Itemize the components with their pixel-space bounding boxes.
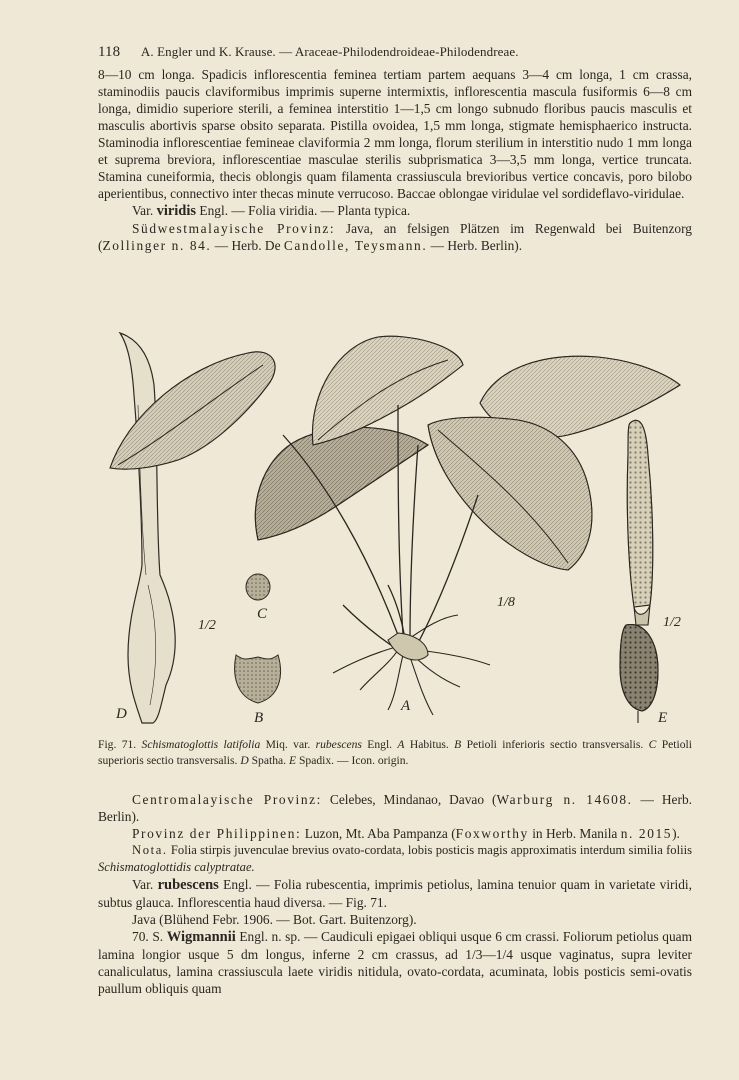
- scale-label-d: 1/2: [198, 618, 216, 633]
- figure-label-b: B: [254, 710, 264, 726]
- caption-prefix: Fig. 71.: [98, 738, 137, 751]
- caption-c-text: Petioli superioris sectio transversalis.: [98, 738, 692, 767]
- collector-warburg: Warburg n. 14608.: [496, 792, 633, 807]
- distribution-text-3: — Herb. Berlin).: [427, 238, 523, 253]
- philippines-distribution: [98, 825, 692, 842]
- petiole-section-lower: [235, 655, 281, 703]
- species-description: Engl. n. sp. — Caudiculi epigaei obliqui usque 6 cm crassi. Foliorum petiolus quam lamina longior usque 5 dm longus, inferne 2 cm crassus, ad 1/3—1/4 usque vaginatus, supra leviter canaliculatus, lamina crassiuscula laete viridis nitidula, ovato-cordata, acuminata, lobis posticis semi-ovatis paullum obliquis quam: [98, 929, 692, 996]
- description-paragraph: 8—10 cm longa. Spadicis inflorescentia feminea tertiam partem aequans 3—4 cm longa, 1 cm crassa, staminodiis paucis claviformibus imprimis superne intermixtis, inflorescentia mascula fusiformis 6—8 cm longa, dimidio superiore sterili, a feminea interstitio 1—1,5 cm longo subnudo floribus paucis masculis et masculis abortivis sparse obsito separata. Pistilla ovoidea, 1,5 mm longa, stigmate hemisphaerico instructa. Staminodia inflorescentiae femineae claviformia 2 mm longa, florum sterilium in interstitio nudo 1 mm longa et suprema breviora, inflorescentiae masculae sterilis subprismatica 3—3,5 mm longa, vertice truncata. Stamina cuneiformia, thecis oblongis quam filamenta crassiuscula brevioribus vertice concavis, poro bilobo aperientibus, connectivo inter thecas minute verrucoso. Baccae oblongae viridulae vel sordideflavo-viridulae.: [98, 67, 692, 201]
- roots: [333, 615, 490, 715]
- variety-prefix: Var.: [132, 203, 154, 218]
- leaf-middle-left: [255, 427, 428, 540]
- variety-viridis-line: [98, 202, 692, 220]
- nota-text: Folia stirpis juvenculae brevius ovato-cordata, lobis posticis magis approximatis interdum similia foliis: [167, 843, 692, 857]
- java-record: Java (Blühend Febr. 1906. — Bot. Gart. Buitenzorg).: [132, 912, 417, 927]
- distribution-paragraph: [98, 220, 692, 254]
- nota-paragraph: [98, 842, 692, 876]
- distribution-text: Java, an felsigen Plätzen im Regenwald bei Buitenzorg (: [98, 221, 692, 253]
- running-title: A. Engler und K. Krause. — Araceae-Philodendroideae-Philodendreae.: [140, 44, 519, 59]
- caption-a-text: Habitus.: [409, 738, 449, 751]
- caption-letter-e: E: [288, 754, 297, 767]
- figure-label-c: C: [257, 606, 268, 622]
- running-header: [98, 44, 698, 61]
- variety2-description: Engl. — Folia rubescentia, imprimis petiolus, lamina tenuior quam in varietate viridi, subtus glauca. Inflorescentia haud diversa. — Fig. 71.: [98, 877, 692, 910]
- collector-zollinger: Zollinger n. 84.: [102, 238, 212, 253]
- botanical-figure: [98, 325, 692, 725]
- caption-letter-a: A: [397, 738, 405, 751]
- figure-label-d: D: [116, 706, 127, 722]
- nota-species: Schismatoglottidis calyptratae.: [98, 860, 255, 874]
- variety2-name: rubescens: [157, 877, 219, 893]
- caption-author: Miq. var.: [265, 738, 311, 751]
- nota-label: Nota.: [132, 843, 168, 857]
- philippines-text-2: in Herb. Manila: [528, 826, 621, 841]
- species-number: 70. S.: [132, 929, 164, 944]
- figure-caption: [98, 737, 692, 769]
- central-malay-distribution: [98, 791, 692, 825]
- text-block-bottom: [98, 791, 692, 997]
- philippines-text: Luzon, Mt. Aba Pampanza (: [304, 826, 456, 841]
- variety-description: Engl. — Folia viridia. — Planta typica.: [199, 203, 411, 218]
- caption-e-text: Spadix. — Icon. origin.: [298, 754, 409, 767]
- philippines-end: ).: [672, 826, 680, 841]
- caption-letter-b: B: [454, 738, 462, 751]
- distribution-text-2: — Herb. De: [211, 238, 284, 253]
- central-region: Centromalayische Provinz:: [132, 792, 322, 807]
- caption-variety-author: Engl.: [367, 738, 393, 751]
- scale-label-e: 1/2: [663, 615, 681, 630]
- caption-d-text: Spatha.: [251, 754, 287, 767]
- caption-letter-d: D: [240, 754, 249, 767]
- species-70-paragraph: [98, 928, 692, 997]
- variety2-prefix: Var.: [132, 877, 154, 892]
- distribution-region: Südwestmalayische Provinz:: [132, 221, 336, 236]
- central-end: — Herb. Berlin).: [98, 792, 692, 824]
- caption-b-text: Petioli inferioris sectio transversalis.: [466, 738, 644, 751]
- collector-foxworthy: Foxworthy: [455, 826, 529, 841]
- caption-variety: rubescens: [315, 738, 362, 751]
- variety-rubescens-paragraph: [98, 876, 692, 911]
- caption-letter-c: C: [648, 738, 657, 751]
- scale-label-a: 1/8: [497, 595, 515, 610]
- caption-species: Schismatoglottis latifolia: [141, 738, 261, 751]
- text-block-top: [98, 66, 692, 254]
- species-name: Wigmannii: [166, 929, 236, 945]
- petiole-section-upper: [246, 574, 270, 600]
- spadix-drawing: [620, 420, 658, 723]
- collector-candolle-teysmann: Candolle, Teysmann.: [283, 238, 428, 253]
- herbarium-number: n. 2015: [620, 826, 673, 841]
- figure-label-a: A: [401, 698, 411, 714]
- page-number: 118: [98, 44, 121, 60]
- figure-label-e: E: [658, 710, 668, 726]
- philippines-region: Provinz der Philippinen:: [132, 826, 302, 841]
- variety-name: viridis: [156, 203, 197, 219]
- central-text: Celebes, Mindanao, Davao (: [329, 792, 497, 807]
